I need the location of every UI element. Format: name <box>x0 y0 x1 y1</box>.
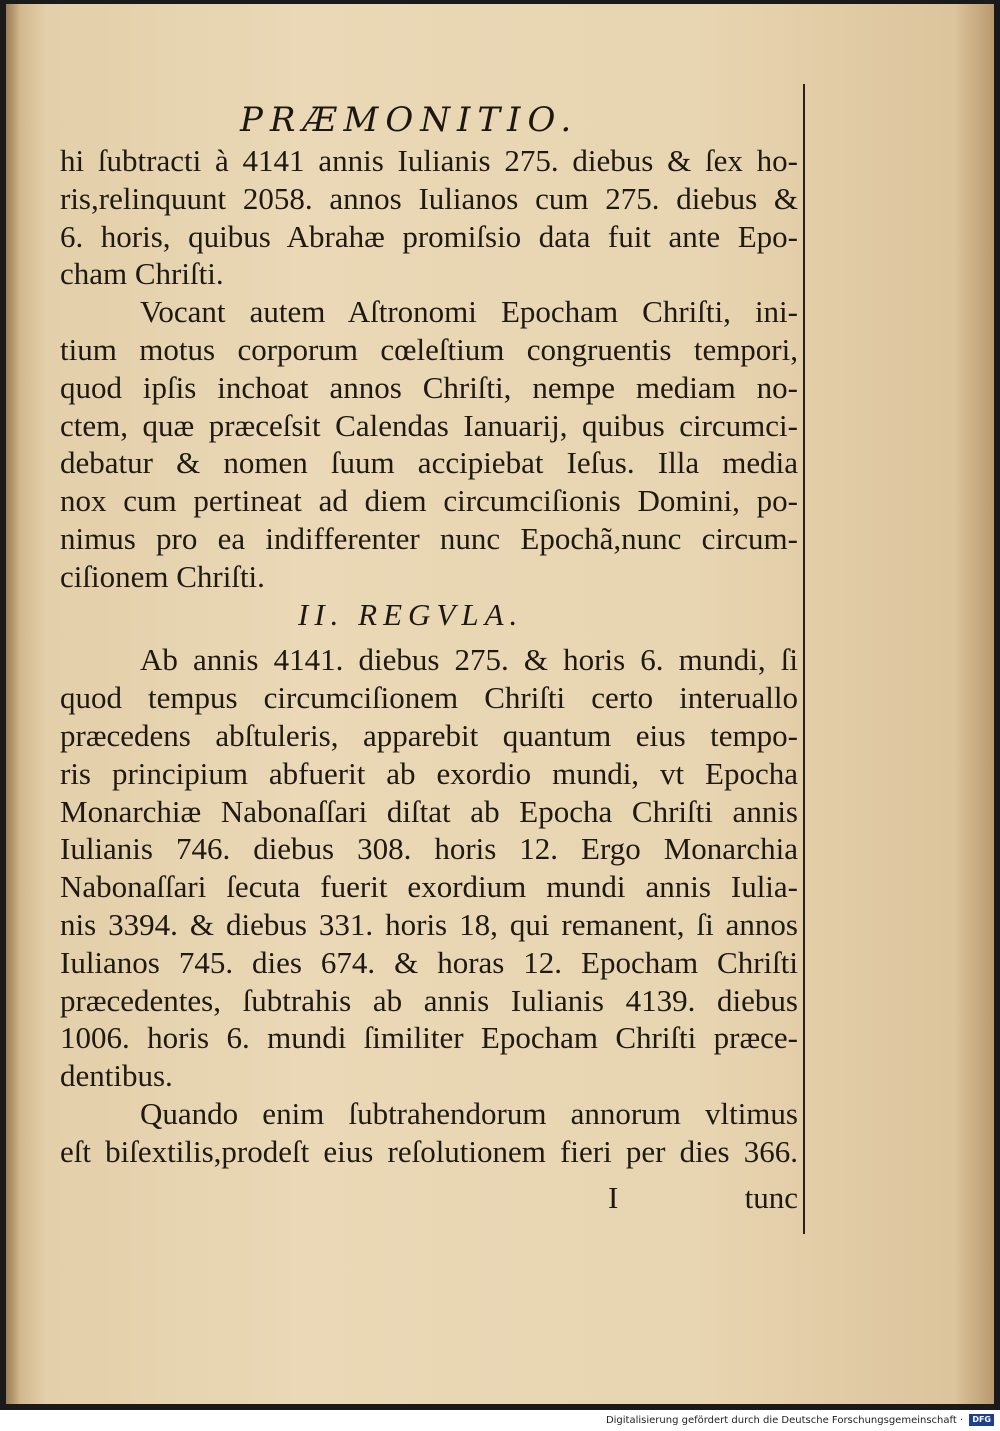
signature-mark: I <box>608 1180 619 1215</box>
text-line: cham Chriſti. <box>60 256 224 292</box>
body-text <box>60 142 798 1171</box>
text-line: Monarchiæ Nabonaſſari diſtat ab Epocha Chriſti annis <box>60 793 798 829</box>
text-line: præcedens abſtuleris, apparebit quantum eius tempo- <box>60 717 798 753</box>
text-line: nox cum pertineat ad diem circumciſionis Domini, po- <box>60 483 798 519</box>
text-line: tium motus corporum cœleſtium congruentis tempori, <box>60 331 798 367</box>
text-line: nis 3394. & diebus 331. horis 18, qui remanent, ſi annos <box>60 906 798 942</box>
text-line: Vocant autem Aſtronomi Epocham Chriſti, ini- <box>140 294 798 330</box>
text-line: ctem, quæ præceſsit Calendas Ianuarij, quibus circumci- <box>60 407 798 443</box>
text-line: hi ſubtracti à 4141 annis Iulianis 275. diebus & ſex ho- <box>60 143 798 178</box>
digitization-credit <box>0 1411 994 1431</box>
running-header: PRÆMONITIO. <box>240 100 579 140</box>
margin-rule <box>803 84 805 1234</box>
credit-text: Digitalisierung gefördert durch die Deutsche Forschungsgemeinschaft · <box>605 1415 964 1426</box>
page-gutter-shadow <box>6 4 20 1404</box>
dfg-logo: DFG <box>969 1414 994 1426</box>
text-line: Iulianos 745. dies 674. & horas 12. Epocham Chriſti <box>60 944 798 980</box>
catchword: tunc <box>744 1180 798 1215</box>
text-line: quod tempus circumciſionem Chriſti certo interuallo <box>60 680 798 716</box>
text-line: ciſionem Chriſti. <box>60 558 265 594</box>
section-title: II. REGVLA. <box>298 596 524 632</box>
text-line: Quando enim ſubtrahendorum annorum vltimus <box>140 1095 798 1131</box>
page-foot <box>60 1180 798 1220</box>
text-line: præcedentes, ſubtrahis ab annis Iulianis 4139. diebus <box>60 982 798 1018</box>
text-line: ris,relinquunt 2058. annos Iulianos cum 275. diebus & <box>60 180 798 216</box>
spacer <box>60 633 798 641</box>
text-line: nimus pro ea indifferenter nunc Epochã,nunc circum- <box>60 520 798 556</box>
text-line: debatur & nomen ſuum accipiebat Ieſus. Illa media <box>60 445 798 481</box>
text-line: ris principium abfuerit ab exordio mundi, vt Epocha <box>60 755 798 791</box>
text-line: dentibus. <box>60 1058 173 1094</box>
text-line: quod ipſis inchoat annos Chriſti, nempe mediam no- <box>60 369 798 405</box>
text-line: Iulianis 746. diebus 308. horis 12. Ergo Monarchia <box>60 831 798 867</box>
text-line: 6. horis, quibus Abrahæ promiſsio data fuit ante Epo- <box>60 218 798 254</box>
text-line: eſt biſextilis,prodeſt eius reſolutionem fieri per dies 366. <box>60 1133 798 1169</box>
text-line: Ab annis 4141. diebus 275. & horis 6. mundi, ſi <box>140 642 798 678</box>
text-line: Nabonaſſari ſecuta fuerit exordium mundi annis Iulia- <box>60 869 798 905</box>
text-line: 1006. horis 6. mundi ſimiliter Epocham Chriſti præce- <box>60 1020 798 1056</box>
